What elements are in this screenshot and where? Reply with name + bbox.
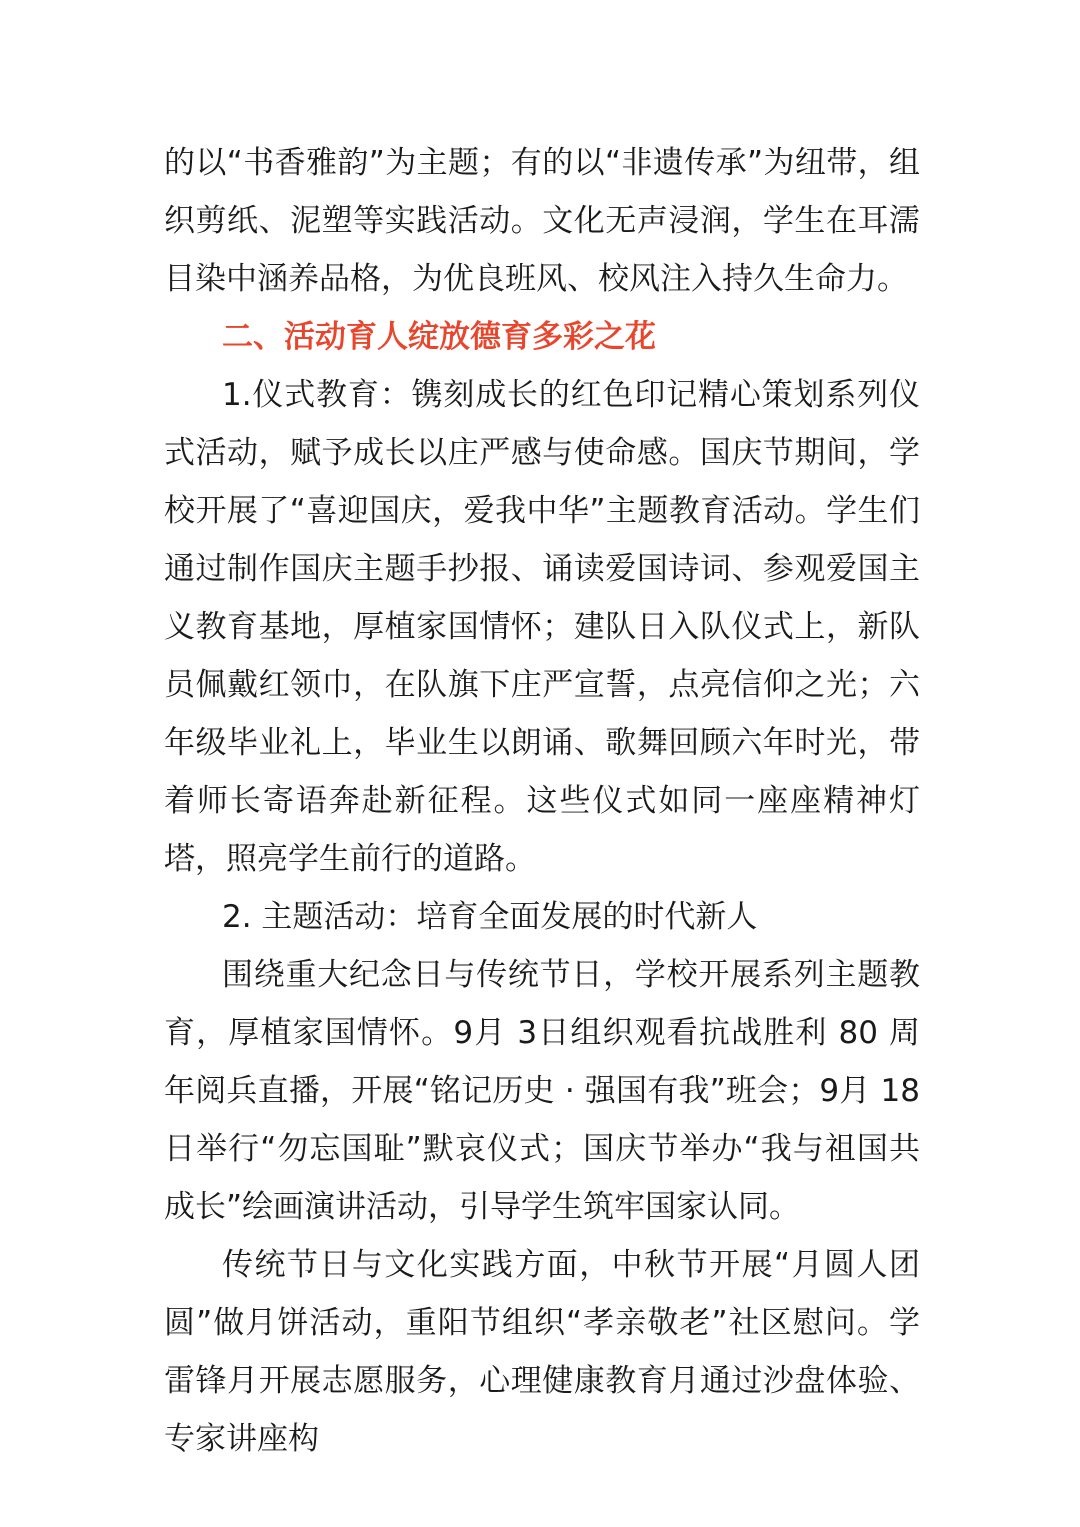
paragraph-memorial-days: 围绕重大纪念日与传统节日，学校开展系列主题教育，厚植家国情怀。9月 3日组织观看抗战胜利 80 周年阅兵直播，开展“铭记历史 · 强国有我”班会；9月 18 日举行“勿忘国耻”默哀仪式；国庆节举办“我与祖国共成长”绘画演讲活动，引导学生筑牢国家认同。	[164, 957, 920, 1225]
paragraph-continuation: 的以“书香雅韵”为主题；有的以“非遗传承”为纽带，组织剪纸、泥塑等实践活动。文化无声浸润，学生在耳濡目染中涵养品格，为优良班风、校风注入持久生命力。	[164, 145, 920, 297]
paragraph-traditional-festivals: 传统节日与文化实践方面，中秋节开展“月圆人团圆”做月饼活动，重阳节组织“孝亲敬老”社区慰问。学雷锋月开展志愿服务，心理健康教育月通过沙盘体验、专家讲座构	[164, 1247, 920, 1457]
section-heading: 二、活动育人绽放德育多彩之花	[222, 319, 656, 355]
subheading-theme-activities: 2. 主题活动：培育全面发展的时代新人	[222, 899, 758, 935]
paragraph-ceremony-education: 1.仪式教育：镌刻成长的红色印记精心策划系列仪式活动，赋予成长以庄严感与使命感。国庆节期间，学校开展了“喜迎国庆，爱我中华”主题教育活动。学生们通过制作国庆主题手抄报、诵读爱国诗词、参观爱国主义教育基地，厚植家国情怀；建队日入队仪式上，新队员佩戴红领巾，在队旗下庄严宣誓，点亮信仰之光；六年级毕业礼上，毕业生以朗诵、歌舞回顾六年时光，带着师长寄语奔赴新征程。这些仪式如同一座座精神灯塔，照亮学生前行的道路。	[164, 377, 920, 877]
document-body	[164, 134, 920, 1468]
